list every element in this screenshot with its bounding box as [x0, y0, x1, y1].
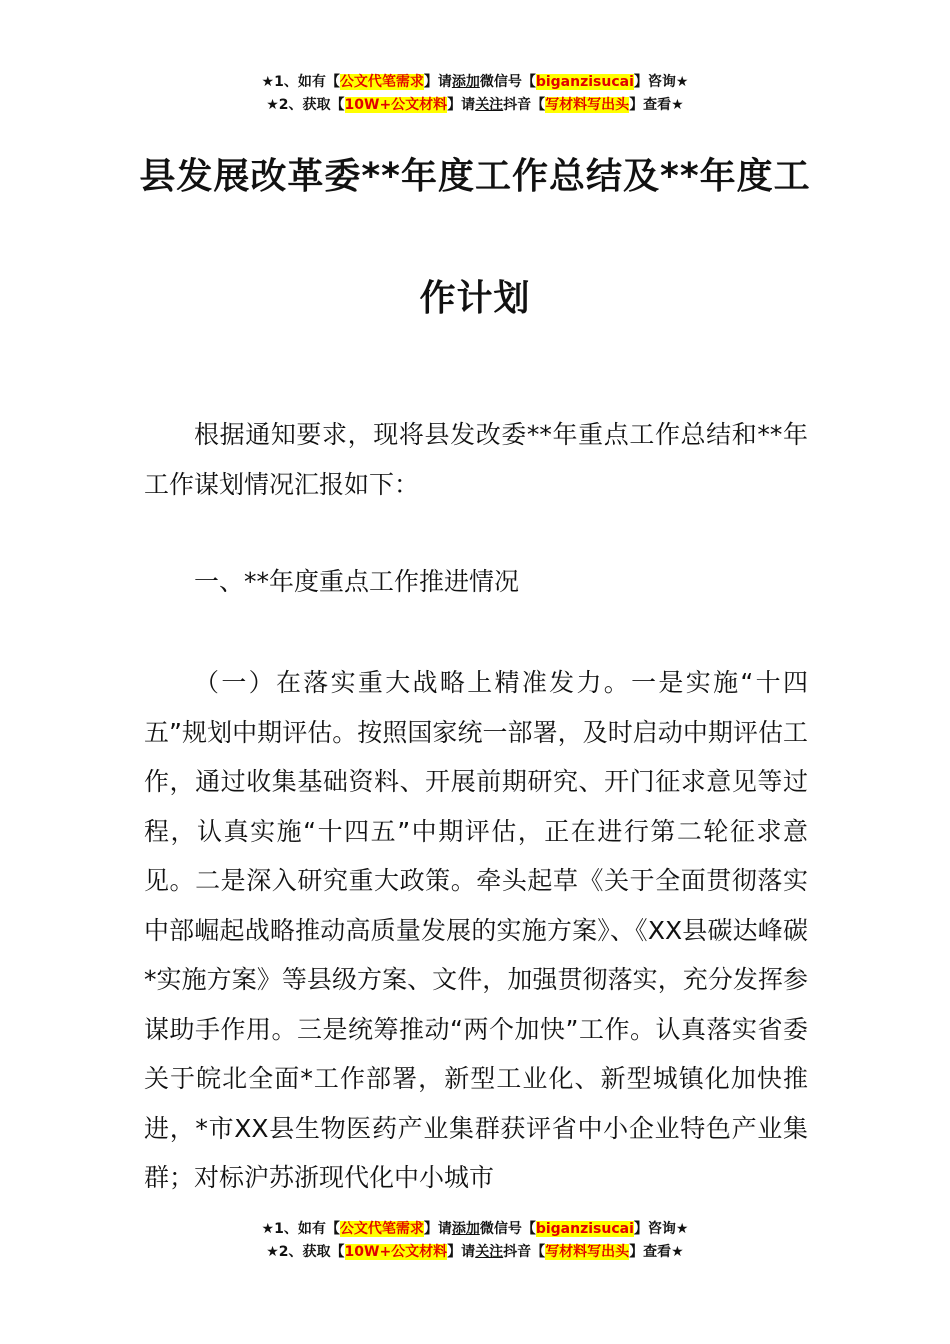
promo-douyin-id: 写材料写出头 — [545, 97, 630, 113]
promo-underlined: 关注 — [475, 97, 504, 113]
promo-underlined: 关注 — [475, 1244, 504, 1260]
promo-text: 】请 — [423, 74, 452, 90]
promo-highlight: 10W+公文材料 — [344, 97, 448, 113]
promo-banner-top — [0, 71, 950, 117]
promo-underlined: 添加 — [451, 74, 480, 90]
promo-text: 】咨询★ — [633, 1221, 689, 1237]
promo-text: ★1、如有【 — [261, 1221, 340, 1237]
promo-text: 抖音【 — [503, 1244, 546, 1260]
promo-text: ★2、获取【 — [266, 1244, 345, 1260]
promo-text: 】咨询★ — [633, 74, 689, 90]
body-paragraph-1: （一）在落实重大战略上精准发力。一是实施“十四五”规划中期评估。按照国家统一部署，及时启动中期评估工作，通过收集基础资料、开展前期研究、开门征求意见等过程，认真实施“十四五”中期评估，正在进行第二轮征求意见。二是深入研究重大政策。牵头起草《关于全面贯彻落实中部崛起战略推动高质量发展的实施方案》、《XX县碳达峰碳*实施方案》等县级方案、文件，加强贯彻落实，充分发挥参谋助手作用。三是统筹推动“两个加快”工作。认真落实省委关于皖北全面*工作部署，新型工业化、新型城镇化加快推进，*市XX县生物医药产业集群获评省中小企业特色产业集群；对标沪苏浙现代化中小城市 — [144, 668, 808, 1192]
intro-paragraph: 根据通知要求，现将县发改委**年重点工作总结和**年工作谋划情况汇报如下： — [144, 420, 808, 499]
promo-text: 】请 — [423, 1221, 452, 1237]
promo-text: 】查看★ — [629, 1244, 684, 1260]
promo-underlined: 添加 — [451, 1221, 480, 1237]
promo-douyin-id: 写材料写出头 — [545, 1244, 630, 1260]
promo-text: 】查看★ — [629, 97, 684, 113]
promo-banner-bottom — [0, 1218, 950, 1264]
promo-text: ★1、如有【 — [261, 74, 340, 90]
promo-line-1 — [0, 71, 950, 94]
promo-text: 】请 — [447, 1244, 476, 1260]
promo-text: ★2、获取【 — [266, 97, 345, 113]
promo-highlight: 公文代笔需求 — [339, 74, 424, 90]
section-heading-1: 一、**年度重点工作推进情况 — [194, 567, 520, 596]
promo-line-2 — [0, 94, 950, 117]
promo-line-1 — [0, 1218, 950, 1241]
promo-text: 微信号【 — [479, 74, 536, 90]
promo-wechat-id: biganzisucai — [535, 74, 634, 90]
promo-wechat-id: biganzisucai — [535, 1221, 634, 1237]
promo-text: 】请 — [447, 97, 476, 113]
promo-highlight: 10W+公文材料 — [344, 1244, 448, 1260]
promo-highlight: 公文代笔需求 — [339, 1221, 424, 1237]
promo-text: 微信号【 — [479, 1221, 536, 1237]
promo-text: 抖音【 — [503, 97, 546, 113]
document-title-line-1: 县发展改革委**年度工作总结及**年度工 — [139, 156, 811, 197]
document-title-line-2: 作计划 — [419, 278, 531, 319]
promo-line-2 — [0, 1241, 950, 1264]
